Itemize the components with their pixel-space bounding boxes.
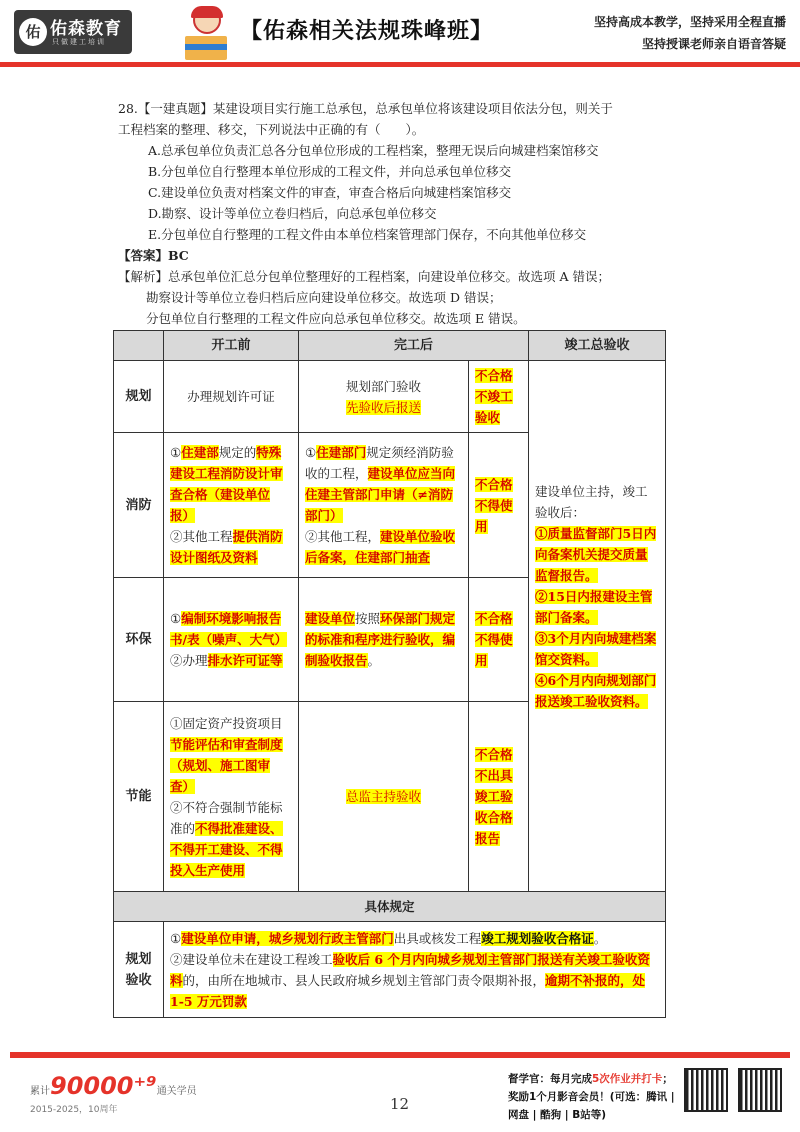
answer: 【答案】BC [118, 248, 189, 263]
footer-stats: 累计90000⁺⁹通关学员 [30, 1072, 197, 1100]
energy-result: 不合格不出具竣工验收合格报告 [469, 702, 529, 892]
spec-content: ①建设单位申请，城乡规划行政主管部门出具或核发工程竣工规划验收合格证。 ②建设单位未在建设工程竣工验收后 6 个月内向城乡规划主管部门报送有关竣工验收资料的，由所在地城市、县人民政府城乡规划主管部门责令限期补报，逾期不补报的，处 1-5 万元罚款 [164, 922, 666, 1018]
explanation-2: 勘察设计等单位立卷归档后应向建设单位移交。故选项 D 错误； [146, 290, 502, 305]
logo-icon: 佑 [19, 18, 47, 46]
header-blank [114, 331, 164, 361]
planning-after: 规划部门验收 先验收后报送 [299, 361, 469, 433]
slogan-line-1: 坚持高成本教学，坚持采用全程直播 [593, 15, 786, 29]
logo-name: 佑森教育 [50, 19, 122, 39]
explanation-1: 【解析】总承包单位汇总分包单位整理好的工程档案，向建设单位移交。故选项 A 错误； [118, 269, 610, 284]
specific-rules-title: 具体规定 [114, 892, 666, 922]
page-header [0, 0, 800, 68]
graduates-count: 90000⁺⁹ [50, 1072, 157, 1100]
explanation-3: 分包单位自行整理的工程文件应向总承包单位移交。故选项 E 错误。 [146, 311, 526, 326]
header-final-acceptance: 竣工总验收 [529, 331, 666, 361]
fire-result: 不合格不得使用 [469, 433, 529, 578]
fire-after: ①住建部门规定须经消防验收的工程，建设单位应当向住建主管部门申请（≠消防部门） ②其他工程，建设单位验收后备案，住建部门抽查 [299, 433, 469, 578]
question-stem-cont: 工程档案的整理、移交，下列说法中正确的有（ ）。 [118, 122, 425, 137]
row-label-fire: 消防 [114, 433, 164, 578]
row-label-energy: 节能 [114, 702, 164, 892]
option-d: D.勘察、设计等单位立卷归档后，向总承包单位移交 [148, 206, 437, 221]
option-b: B.分包单位自行整理本单位形成的工程文件，并向总承包单位移交 [148, 164, 512, 179]
logo-subtitle: 只做建工培训 [52, 38, 106, 46]
question-block [118, 98, 678, 329]
slogan-line-2: 坚持授课老师亲自语音答疑 [641, 37, 786, 51]
row-label-planning: 规划 [114, 361, 164, 433]
table-row-planning [114, 361, 666, 433]
final-item-4: ④6个月内向规划部门报送竣工验收资料。 [535, 673, 657, 709]
footer-years: 2015-2025，10周年 [30, 1105, 118, 1115]
env-after: 建设单位按照环保部门规定的标准和程序进行验收，编制验收报告。 [299, 578, 469, 702]
planning-result: 不合格不竣工验收 [469, 361, 529, 433]
question-stem: 28.【一建真题】某建设项目实行施工总承包，总承包单位将该建设项目依法分包，则关于 [118, 101, 613, 116]
row-label-spec: 规划验收 [114, 922, 164, 1018]
qr-code-icon [738, 1068, 782, 1112]
acceptance-table [113, 330, 666, 1018]
final-item-1: ①质量监督部门5日内向备案机关提交质量监督报告。 [535, 526, 657, 583]
option-a: A.总承包单位负责汇总各分包单位形成的工程档案，整理无误后向城建档案馆移交 [148, 143, 599, 158]
header-divider [0, 62, 800, 67]
table-header-row [114, 331, 666, 361]
footer-divider [10, 1052, 790, 1058]
option-c: C.建设单位负责对档案文件的审查，审查合格后向城建档案馆移交 [148, 185, 512, 200]
row-label-env: 环保 [114, 578, 164, 702]
brand-logo [14, 10, 132, 54]
final-acceptance-cell: 建设单位主持，竣工验收后： ①质量监督部门5日内向备案机关提交质量监督报告。 ②15日内报建设主管部门备案。 ③3个月内向城建档案馆交资料。 ④6个月内向规划部门报送竣工验收资料。 [529, 361, 666, 892]
header-before-start: 开工前 [164, 331, 299, 361]
option-e: E.分包单位自行整理的工程文件由本单位档案管理部门保存，不向其他单位移交 [148, 227, 587, 242]
table-row-spec [114, 922, 666, 1018]
fire-before: ①住建部规定的特殊建设工程消防设计审查合格（建设单位报） ②其他工程提供消防设计图纸及资料 [164, 433, 299, 578]
qr-code-icon [684, 1068, 728, 1112]
energy-after: 总监主持验收 [299, 702, 469, 892]
table-subheader-row [114, 892, 666, 922]
page-number: 12 [390, 1095, 410, 1113]
energy-before: ①固定资产投资项目节能评估和审查制度（规划、施工图审查） ②不符合强制节能标准的不得批准建设、不得开工建设、不得投入生产使用 [164, 702, 299, 892]
env-result: 不合格不得使用 [469, 578, 529, 702]
final-item-3: ③3个月内向城建档案馆交资料。 [535, 631, 657, 667]
mascot-image [185, 6, 227, 62]
course-title: 【佑森相关法规珠峰班】 [240, 19, 494, 44]
planning-before: 办理规划许可证 [164, 361, 299, 433]
header-after-complete: 完工后 [299, 331, 529, 361]
final-item-2: ②15日内报建设主管部门备案。 [535, 589, 653, 625]
footer-promo: 督学官：每月完成5次作业并打卡； 奖励1个月影音会员！(可选：腾讯 | 网盘 | 酷狗 | B站等) [508, 1073, 675, 1121]
env-before: ①编制环境影响报告书/表（噪声、大气） ②办理排水许可证等 [164, 578, 299, 702]
